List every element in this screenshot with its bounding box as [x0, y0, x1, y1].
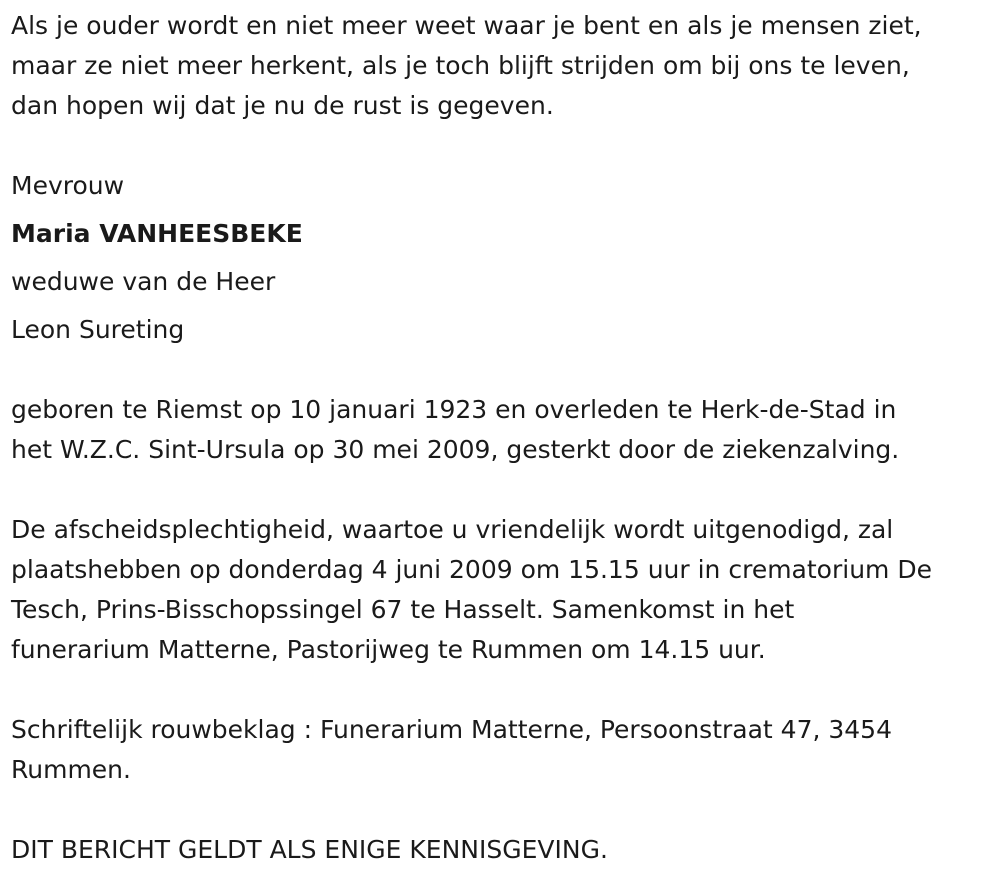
condolence-line: Schriftelijk rouwbeklag : Funerarium Matterne, Persoonstraat 47, 3454 [11, 715, 892, 744]
spouse-name: Leon Sureting [11, 315, 185, 344]
poem-line: maar ze niet meer herkent, als je toch blijft strijden om bij ons te leven, [11, 51, 910, 80]
condolence-paragraph [11, 710, 990, 790]
ceremony-line: plaatshebben op donderdag 4 juni 2009 om 15.15 uur in crematorium De [11, 555, 932, 584]
birth-death-paragraph [11, 390, 990, 470]
ceremony-line: funerarium Matterne, Pastorijweg te Rummen om 14.15 uur. [11, 635, 766, 664]
poem-paragraph [11, 6, 990, 126]
ceremony-line: De afscheidsplechtigheid, waartoe u vriendelijk wordt uitgenodigd, zal [11, 515, 894, 544]
ceremony-paragraph [11, 510, 990, 670]
deceased-name: Maria VANHEESBEKE [11, 219, 303, 248]
closing-paragraph [11, 830, 990, 870]
deceased-block [11, 162, 990, 354]
condolence-line: Rummen. [11, 755, 131, 784]
poem-line: dan hopen wij dat je nu de rust is gegeven. [11, 91, 554, 120]
widow-line: weduwe van de Heer [11, 267, 276, 296]
ceremony-line: Tesch, Prins-Bisschopssingel 67 te Hasselt. Samenkomst in het [11, 595, 795, 624]
birth-death-line: geboren te Riemst op 10 januari 1923 en overleden te Herk-de-Stad in [11, 395, 897, 424]
poem-line: Als je ouder wordt en niet meer weet waar je bent en als je mensen ziet, [11, 11, 922, 40]
birth-death-line: het W.Z.C. Sint-Ursula op 30 mei 2009, gesterkt door de ziekenzalving. [11, 435, 900, 464]
honorific: Mevrouw [11, 171, 125, 200]
closing-statement: DIT BERICHT GELDT ALS ENIGE KENNISGEVING. [11, 835, 608, 864]
